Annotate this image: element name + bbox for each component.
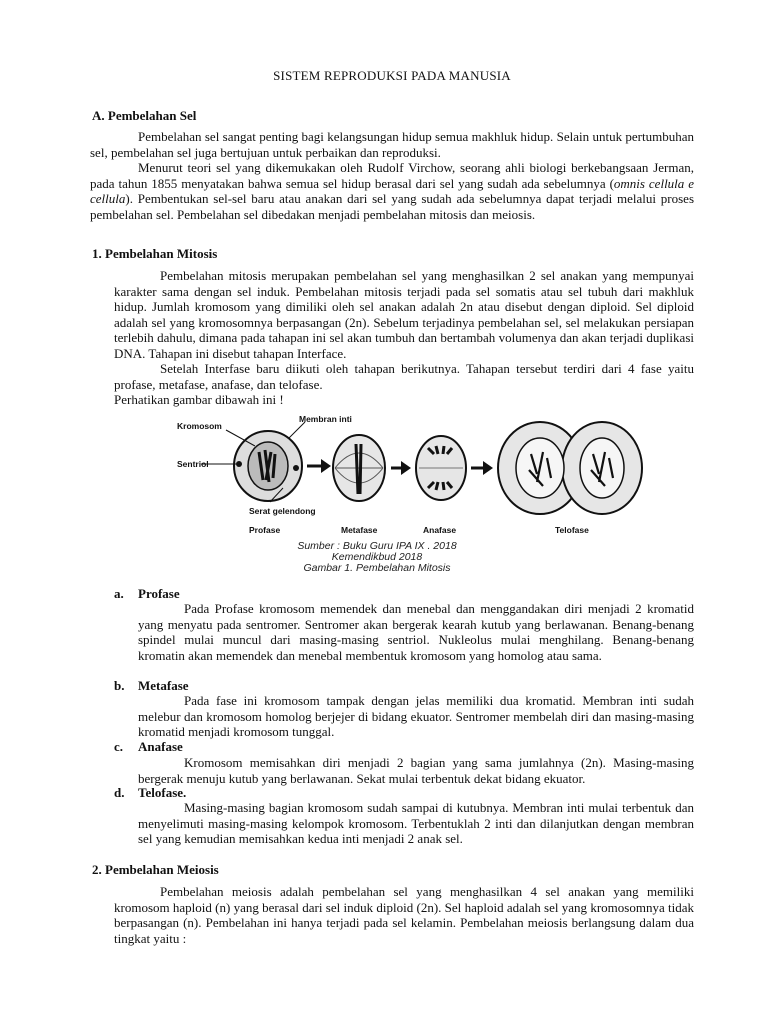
arrow-icon (391, 461, 411, 475)
arrow-icon (307, 459, 331, 473)
phase-a-title: Profase (138, 586, 180, 601)
label-membran-inti: Membran inti (299, 414, 352, 424)
profase-cell (234, 431, 302, 501)
anafase-cell (416, 436, 466, 500)
label-metafase: Metafase (341, 525, 378, 535)
phase-b-title: Metafase (138, 678, 189, 693)
phase-d-title: Telofase. (138, 785, 187, 800)
label-serat-gelendong: Serat gelendong (249, 506, 316, 516)
section-a-paragraph-1: Pembelahan sel sangat penting bagi kelangsungan hidup semua makhluk hidup. Selain untuk pertumbuhan sel, pembelahan sel juga bertujuan untuk perbaikan dan reproduksi. (90, 129, 694, 160)
label-anafase: Anafase (423, 525, 457, 535)
label-sentriol: Sentriol (177, 459, 209, 469)
section-1-paragraph-2: Setelah Interfase baru diikuti oleh tahapan berikutnya. Tahapan tersebut terdiri dari 4 fase yaitu profase, metafase, anafase, dan telofase. (114, 361, 694, 392)
metafase-cell (333, 435, 385, 501)
section-1-heading: 1. Pembelahan Mitosis (92, 246, 218, 261)
phase-d-label: d. (114, 785, 125, 800)
telofase-cells (498, 422, 642, 514)
figure-instruction: Perhatikan gambar dibawah ini ! (114, 392, 284, 407)
latin-phrase: omnis cellula e cellula (90, 175, 694, 206)
phase-c-text: Kromosom memisahkan diri menjadi 2 bagian yang sama jumlahnya (2n). Masing-masing bergerak menuju kutub yang berlawanan. Sekat mulai terbentuk dekat bidang ekuator. (138, 755, 694, 786)
phase-a-text: Pada Profase kromosom memendek dan menebal dan menggandakan diri menjadi 2 kromatid yang menyatu pada sentromer. Sentromer akan bergerak kearah kutub yang berlawanan. Benang-benang spindel mulai muncul dari masing-masing sentriol. Nukleolus mulai menghilang. Benang-benang kromatin akan memendek dan menebal membentuk kromosom yang homolog atau sama. (138, 601, 694, 663)
phase-a-label: a. (114, 586, 124, 601)
section-a-paragraph-2-part1: Menurut teori sel yang dikemukakan oleh Rudolf Virchow, seorang ahli biologi berkebangsaan Jerman, pada tahun 1855 menyatakan bahwa semua sel hidup berasal dari sel yang sudah ada sebelumnya ( (90, 160, 694, 191)
figure-caption: Gambar 1. Pembelahan Mitosis (303, 562, 451, 574)
phase-c-label: c. (114, 739, 124, 754)
figure-publisher: Kemendikbud 2018 (331, 551, 423, 563)
phase-b-text: Pada fase ini kromosom tampak dengan jelas memiliki dua kromatid. Membran inti sudah melebur dan kromosom homolog berjejer di bidang ekuator. Sentromer membelah diri dan masing-masing kromatid menjadi kromosom tunggal. (138, 693, 694, 739)
label-telofase: Telofase (555, 525, 589, 535)
section-a-paragraph-2-part2: ). Pembentukan sel-sel baru atau anakan dari sel yang sudah ada sebelumnya dapat terjadi melalui proses pembelahan sel. Pembelahan sel dibedakan menjadi pembelahan mitosis dan meiosis. (90, 191, 694, 222)
document-title: SISTEM REPRODUKSI PADA MANUSIA (273, 68, 511, 83)
section-1-paragraph-1: Pembelahan mitosis merupakan pembelahan sel yang menghasilkan 2 sel anakan yang mempunyai karakter sama dengan sel induk. Pembelahan mitosis terjadi pada sel somatis atau sel tubuh dari makhluk hidup. Jumlah kromosom yang dimiliki oleh sel anakan adalah 2n atau disebut dengan diploid. Sel diploid adalah sel yang kromosomnya berpasangan (2n). Sebelum terjadinya pembelahan sel, sel melakukan persiapan terlebih dahulu, dimana pada tahapan ini sel akan tumbuh dan bertambah volumenya dan akan terjadi duplikasi DNA. Tahapan ini disebut tahapan Interface. (114, 268, 694, 361)
figure-source: Sumber : Buku Guru IPA IX . 2018 (297, 540, 457, 552)
label-kromosom: Kromosom (177, 421, 222, 431)
section-a-paragraph-2 (90, 160, 694, 222)
phase-d-text: Masing-masing bagian kromosom sudah sampai di kutubnya. Membran inti mulai terbentuk dan menyelimuti masing-masing kelompok kromosom. Terbentuklah 2 inti dan dilanjutkan dengan membran sel yang kemudian memisahkan kedua inti menjadi 2 anak sel. (138, 800, 694, 846)
label-profase: Profase (249, 525, 281, 535)
phase-c-title: Anafase (138, 739, 183, 754)
arrow-icon (471, 461, 493, 475)
phase-b-label: b. (114, 678, 125, 693)
section-2-paragraph-1: Pembelahan meiosis adalah pembelahan sel yang menghasilkan 4 sel anakan yang memiliki kromosom haploid (n) yang berasal dari sel induk diploid (2n). Sel haploid adalah sel yang kromosomnya tidak berpasangan (n). Pembelahan ini hanya terjadi pada sel kelamin. Pembelahan meiosis berlangsung dalam dua tingkat yaitu : (114, 884, 694, 946)
section-a-heading: A. Pembelahan Sel (92, 108, 197, 123)
section-2-heading: 2. Pembelahan Meiosis (92, 862, 219, 877)
mitosis-figure (145, 408, 645, 580)
